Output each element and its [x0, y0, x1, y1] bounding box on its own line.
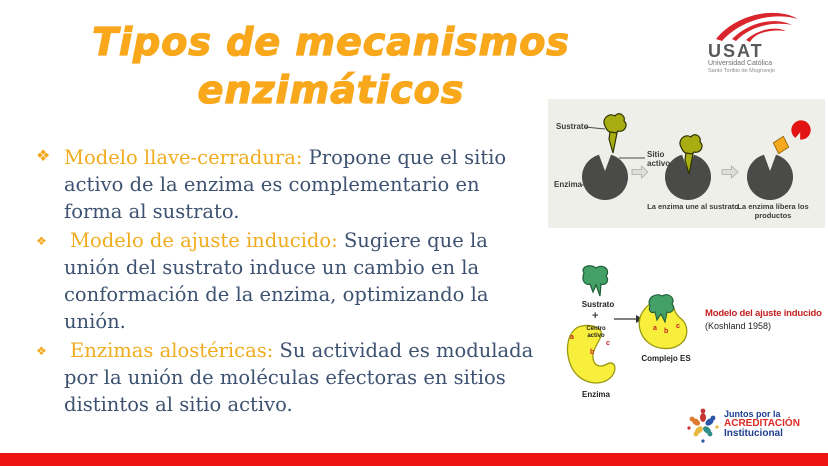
bullet-heading: Modelo de ajuste inducido:	[70, 229, 338, 252]
induced-fit-subtitle: (Koshland 1958)	[705, 321, 772, 331]
bullet-heading: Enzimas alostéricas:	[70, 339, 274, 362]
accreditation-line2: ACREDITACIÓN	[724, 418, 800, 429]
site-letter-c: c	[676, 323, 680, 330]
slide-title-line2: enzimáticos	[197, 68, 465, 112]
induced-fit-diagram	[556, 252, 828, 412]
accreditation-logo	[686, 404, 800, 444]
usat-subname: Santo Toribio de Mogrovejo	[708, 68, 775, 74]
site-letter-b: b	[664, 328, 669, 335]
enzyme-circle	[582, 155, 628, 200]
lock-key-diagram	[548, 99, 825, 228]
usat-name: Universidad Católica	[708, 60, 773, 67]
accreditation-emblem-icon	[686, 404, 720, 444]
accreditation-text	[724, 409, 800, 439]
bullet-list	[30, 144, 535, 420]
complex-es	[639, 295, 687, 349]
product-diamond	[771, 134, 791, 156]
bullet-item-ajuste-inducido	[30, 227, 535, 335]
site-letter-a: a	[653, 325, 657, 332]
substrate-key	[604, 114, 626, 153]
bullet-text	[64, 144, 535, 225]
diamond-bullet-icon: ❖	[36, 344, 47, 358]
induced-fit-title: Modelo del ajuste inducido	[705, 308, 822, 319]
accreditation-line3: Institucional	[724, 428, 783, 439]
bullet-text	[64, 227, 535, 335]
product-red	[789, 118, 814, 142]
label-sitio-activo: Sitio activo	[647, 150, 671, 168]
caption-enzima-une: La enzima une al sustrato	[647, 202, 739, 211]
site-letter-b: b	[590, 349, 595, 356]
accreditation-line1: Juntos por la	[724, 409, 781, 419]
plus-sign: +	[592, 310, 599, 322]
footer-red-bar	[0, 453, 828, 466]
label-enzima: Enzima	[554, 180, 583, 189]
site-letter-c: c	[606, 340, 610, 347]
bullet-body: Propone que el sitio activo de la enzima es complementario en forma al sustrato.	[64, 146, 507, 223]
bullet-heading: Modelo llave-cerradura:	[64, 146, 303, 169]
substrate-green	[583, 266, 608, 296]
usat-acronym: USAT	[708, 41, 764, 61]
bullet-item-llave-cerradura	[30, 144, 535, 225]
bullet-text	[64, 337, 535, 418]
caption-enzima-libera: La enzima libera los productos	[737, 202, 809, 220]
usat-logo	[708, 10, 808, 74]
step-arrow-icon	[722, 166, 738, 178]
diamond-bullet-icon: ❖	[36, 234, 47, 248]
bullet-item-enzimas-alostericas	[30, 337, 535, 418]
enzyme-circle	[747, 155, 793, 200]
diamond-bullet-icon: ❖	[36, 148, 51, 165]
bullet-body: Sugiere que la unión del sustrato induce un cambio en la conformación de la enzima, optimizando la unión.	[64, 229, 489, 333]
label-enzima: Enzima	[581, 390, 610, 399]
usat-swoosh-icon	[708, 10, 804, 42]
label-centro-activo: Centro activo	[586, 326, 606, 339]
label-sustrato: Sustrato	[556, 122, 589, 131]
label-sustrato: Sustrato	[581, 300, 615, 309]
site-letter-a: a	[570, 334, 574, 341]
label-complejo-es: Complejo ES	[641, 354, 691, 363]
bullet-body: Su actividad es modulada por la unión de moléculas efectoras en sitios distintos al sitio activo.	[64, 339, 534, 416]
step-arrow-icon	[632, 166, 648, 178]
slide-title-line1: Tipos de mecanismos	[92, 20, 570, 64]
